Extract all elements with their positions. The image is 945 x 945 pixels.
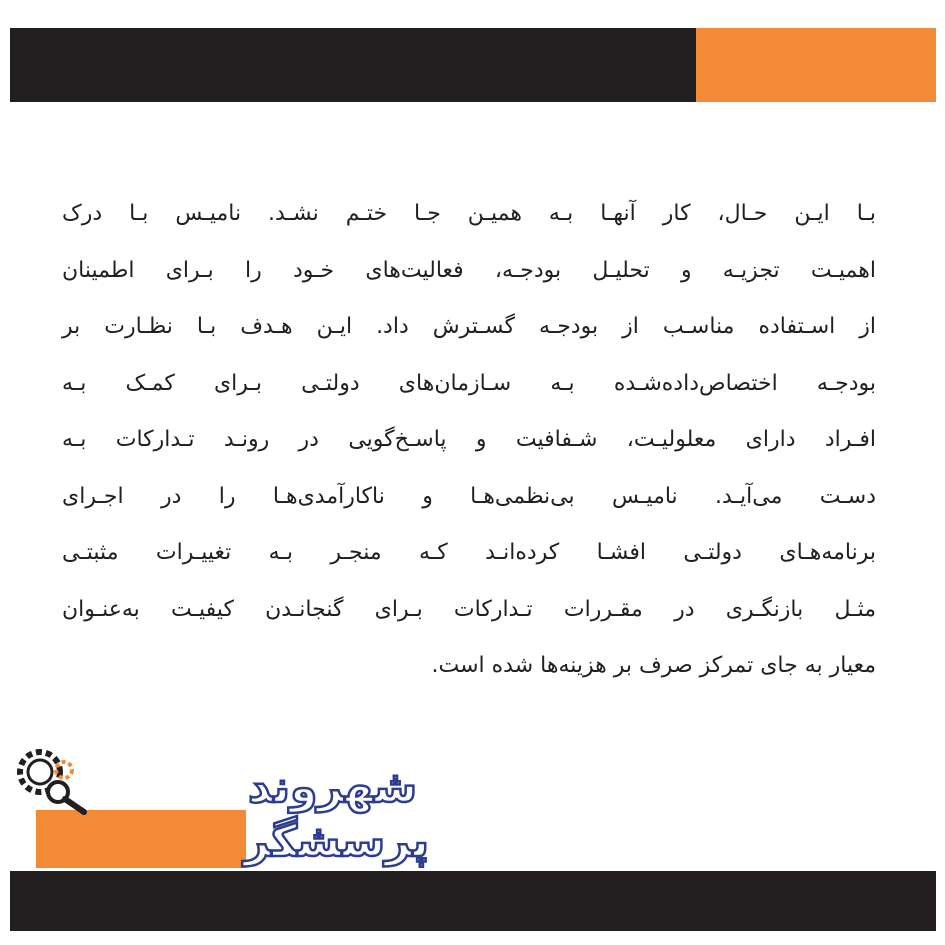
paragraph-line: از اسـتفاده مناسـب از بودجـه گسـترش داد. ایـن هـدف بـا نظـارت بر <box>62 314 876 339</box>
gear-magnifier-icon <box>20 752 84 812</box>
header-orange-accent <box>696 28 936 102</box>
paragraph-line: برنامه‌هـای دولتـی افشـا کرده‌انـد کـه منجـر بـه تغییـرات مثبتـی <box>62 540 876 565</box>
header-dark-bar <box>10 28 696 102</box>
paragraph-line: دسـت می‌آیـد. نامیـس بی‌نظمی‌هـا و ناکارآمدی‌هـا را در اجـرای <box>62 483 876 509</box>
article-paragraph <box>62 186 876 695</box>
paragraph-line: بـا ایـن حـال، کار آنهـا بـه همیـن جـا ختـم نشـد. نامیـس بـا درک <box>62 201 876 226</box>
brand-logo <box>8 744 429 876</box>
paragraph-line: بودجـه اختصاص‌داده‌شـده بـه سـازمان‌های دولتـی بـرای کمـک بـه <box>62 370 876 396</box>
logo-word-bottom: پرسشگر <box>244 816 429 867</box>
footer-dark-bar <box>10 871 936 931</box>
logo-word-top: شهروند <box>248 762 417 813</box>
paragraph-line: اهمیـت تجزیـه و تحلیـل بودجـه، فعالیت‌های خـود را بـرای اطمینان <box>62 257 876 283</box>
paragraph-line: معیار به جای تمرکز صرف بر هزینه‌ها شده است. <box>431 653 876 678</box>
paragraph-line: افـراد دارای معلولیـت، شـفافیت و پاسـخ‌گویی در رونـد تـدارکات بـه <box>62 427 876 452</box>
paragraph-line: مثـل بازنگـری در مقـررات تـدارکات بـرای گنجانـدن کیفیـت به‌عنـوان <box>62 596 876 622</box>
